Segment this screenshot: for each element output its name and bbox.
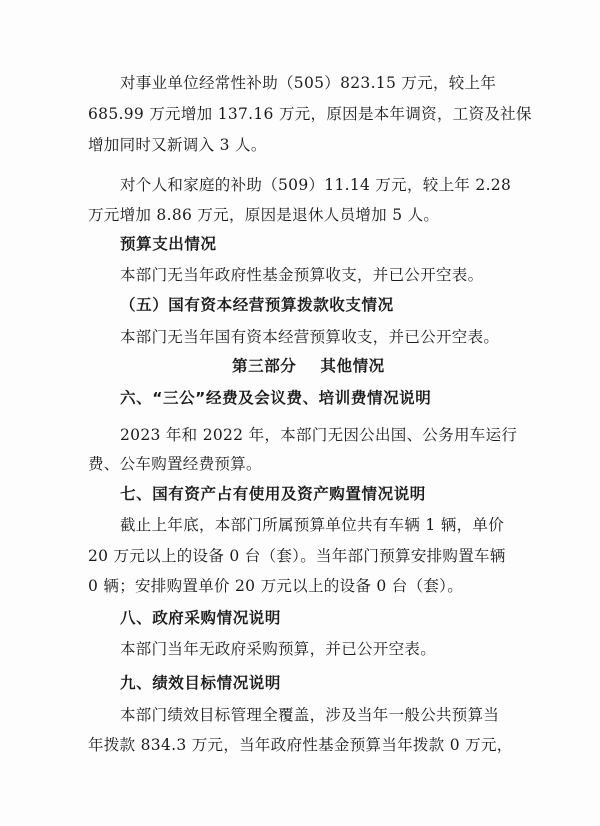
paragraph-line: 对个人和家庭的补助（509）11.14 万元，较上年 2.28 bbox=[120, 176, 512, 194]
paragraph-line: 685.99 万元增加 137.16 万元，原因是本年调资，工资及社保 bbox=[88, 105, 532, 123]
section-heading: 八、政府采购情况说明 bbox=[120, 609, 282, 627]
paragraph-line: 万元增加 8.86 万元，原因是退休人员增加 5 人。 bbox=[88, 206, 440, 224]
paragraph-line: 本部门无当年国有资本经营预算收支，并已公开空表。 bbox=[120, 328, 500, 346]
section-heading: 七、国有资产占有使用及资产购置情况说明 bbox=[120, 485, 426, 503]
paragraph-line: 本部门无当年政府性基金预算收支，并已公开空表。 bbox=[120, 266, 484, 284]
paragraph-line: 20 万元以上的设备 0 台（套）。当年部门预算安排购置车辆 bbox=[88, 547, 506, 565]
paragraph-line: 增加同时又新调入 3 人。 bbox=[88, 136, 267, 154]
paragraph-line: 本部门当年无政府采购预算，并已公开空表。 bbox=[120, 640, 437, 658]
paragraph-line: 费、公车购置经费预算。 bbox=[88, 455, 262, 473]
paragraph-line: 2023 年和 2022 年，本部门无因公出国、公务用车运行 bbox=[120, 426, 518, 444]
paragraph-line: 0 辆；安排购置单价 20 万元以上的设备 0 台（套）。 bbox=[88, 577, 464, 595]
paragraph-line: 年拨款 834.3 万元，当年政府性基金预算当年拨款 0 万元， bbox=[88, 736, 513, 754]
section-heading: 预算支出情况 bbox=[120, 235, 217, 253]
section-heading: 九、绩效目标情况说明 bbox=[120, 674, 282, 692]
section-heading: 六、“三公”经费及会议费、培训费情况说明 bbox=[120, 389, 432, 407]
part-title: 第三部分 其他情况 bbox=[232, 357, 385, 375]
paragraph-line: 截止上年底，本部门所属预算单位共有车辆 1 辆，单价 bbox=[120, 516, 505, 534]
paragraph-line: 对事业单位经常性补助（505）823.15 万元，较上年 bbox=[120, 74, 497, 92]
section-heading: （五）国有资本经营预算拨款收支情况 bbox=[120, 296, 394, 314]
paragraph-line: 本部门绩效目标管理全覆盖，涉及当年一般公共预算当 bbox=[120, 706, 500, 724]
